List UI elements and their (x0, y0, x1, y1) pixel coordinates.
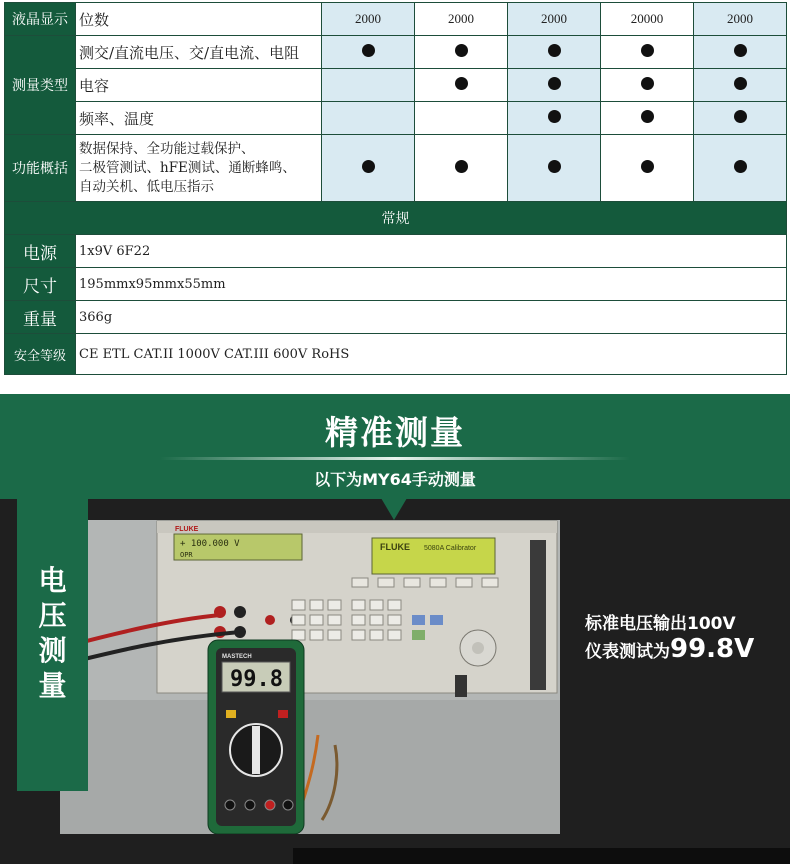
feature-dot (641, 110, 654, 123)
dot-cell (694, 102, 787, 135)
general-row (5, 235, 787, 268)
general-row (5, 301, 787, 334)
feature-dot (548, 110, 561, 123)
digits-cell: 20000 (601, 3, 694, 36)
calibrator-lcd-sub: OPR (180, 551, 193, 559)
feature-dot (455, 44, 468, 57)
general-row (5, 268, 787, 301)
side-tab-char: 测 (38, 634, 67, 667)
side-tab-char: 量 (38, 669, 67, 702)
dot-cell (694, 69, 787, 102)
calibrator-green-key (412, 630, 425, 640)
feature-dot (734, 44, 747, 57)
section-header-row (5, 202, 787, 235)
general-label-power: 电源 (5, 235, 76, 268)
dot-cell (508, 135, 601, 202)
feature-dot (455, 160, 468, 173)
row-desc-functions (76, 135, 322, 202)
feature-dot (455, 77, 468, 90)
general-value-size: 195mmx95mmx55mm (76, 268, 787, 301)
calibrator-brand-mark: FLUKE (175, 526, 199, 533)
measure-row-1 (5, 36, 787, 69)
dot-cell (415, 135, 508, 202)
spacer (0, 376, 790, 394)
dot-cell (322, 135, 415, 202)
digits-cell: 2000 (694, 3, 787, 36)
product-photo (60, 520, 560, 834)
row-desc-voltage: 测交/直流电压、交/直电流、电阻 (76, 36, 322, 69)
dot-cell (694, 135, 787, 202)
dot-cell (322, 69, 415, 102)
general-row (5, 334, 787, 375)
dot-cell (601, 135, 694, 202)
feature-dot (734, 77, 747, 90)
row-desc-digits: 位数 (76, 3, 322, 36)
measure-row-3 (5, 102, 787, 135)
meter-result-text (585, 634, 754, 664)
row-label-lcd: 液晶显示 (5, 3, 76, 36)
banner-pointer (381, 498, 407, 520)
feature-dot (641, 77, 654, 90)
meter-brand: MASTECH (222, 654, 252, 660)
feature-dot (548, 160, 561, 173)
multimeter (208, 640, 304, 834)
dot-cell (415, 69, 508, 102)
function-row (5, 135, 787, 202)
dot-cell (601, 36, 694, 69)
digits-cell: 2000 (508, 3, 601, 36)
lcd-row (5, 3, 787, 36)
feature-dot (641, 160, 654, 173)
function-line: 二极管测试、hFE测试、通断蜂鸣、 (79, 159, 296, 176)
feature-dot (362, 44, 375, 57)
row-label-measure-type: 测量类型 (5, 36, 76, 135)
standard-voltage-text: 标准电压输出100V (585, 614, 736, 634)
spec-table (4, 2, 787, 375)
feature-dot (734, 110, 747, 123)
calibrator-lcd-reading: + 100.000 V (180, 539, 240, 549)
dot-cell (508, 69, 601, 102)
meter-result-value: 99.8V (670, 634, 755, 664)
meter-dial-pointer (252, 726, 260, 774)
banner-divider (160, 457, 630, 460)
row-label-functions: 功能概括 (5, 135, 76, 202)
feature-dot (734, 160, 747, 173)
side-tab-char: 压 (38, 599, 67, 632)
measure-row-2 (5, 69, 787, 102)
function-line: 自动关机、低电压指示 (79, 178, 214, 195)
general-label-size: 尺寸 (5, 268, 76, 301)
general-value-safety: CE ETL CAT.II 1000V CAT.III 600V RoHS (76, 334, 787, 375)
side-tab-char: 电 (38, 564, 67, 597)
feature-dot (641, 44, 654, 57)
dot-cell (508, 102, 601, 135)
voltage-measure-tab (17, 499, 88, 791)
digits-cell: 2000 (322, 3, 415, 36)
feature-dot (548, 77, 561, 90)
digits-cell: 2000 (415, 3, 508, 36)
row-desc-capacitance: 电容 (76, 69, 322, 102)
section-title-general: 常规 (5, 202, 787, 235)
calibrator-model-label: 5080A Calibrator (424, 545, 477, 552)
function-line: 数据保持、全功能过载保护、 (79, 140, 255, 157)
dot-cell (601, 69, 694, 102)
banner-subtitle: 以下为MY64手动测量 (314, 470, 476, 489)
banner-title: 精准测量 (325, 413, 465, 452)
feature-dot (362, 160, 375, 173)
dot-cell (415, 102, 508, 135)
general-value-weight: 366g (76, 301, 787, 334)
dot-cell (694, 36, 787, 69)
bottom-strip (293, 848, 790, 864)
meter-reading: 99.8 (230, 667, 283, 692)
dot-cell (322, 102, 415, 135)
meter-result-prefix: 仪表测试为 (585, 642, 670, 662)
general-label-safety: 安全等级 (5, 334, 76, 375)
general-label-weight: 重量 (5, 301, 76, 334)
general-value-power: 1x9V 6F22 (76, 235, 787, 268)
calibrator-brand-label: FLUKE (380, 542, 410, 552)
row-desc-frequency: 频率、温度 (76, 102, 322, 135)
calibration-scene (60, 520, 560, 834)
dot-cell (601, 102, 694, 135)
dot-cell (415, 36, 508, 69)
dot-cell (322, 36, 415, 69)
dot-cell (508, 36, 601, 69)
feature-dot (548, 44, 561, 57)
